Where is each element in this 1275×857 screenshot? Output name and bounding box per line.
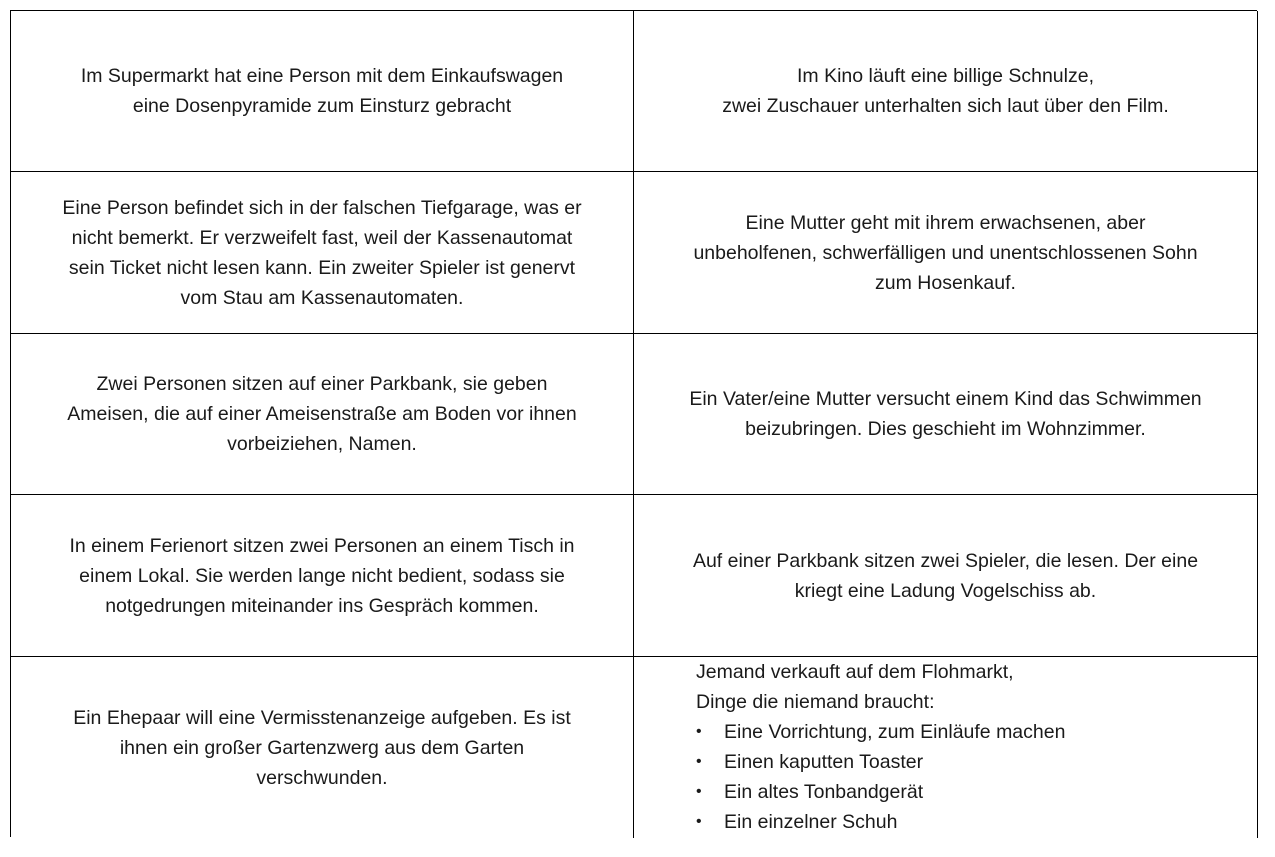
card-text: Eine Person befindet sich in der falschen Tiefgarage, was er nicht bemerkt. Er verzweifelt fast, weil der Kassenautomat sein Ticket nicht lesen kann. Ein zweiter Spieler ist genervt vom Stau am Kassenautomaten. (62, 196, 582, 309)
list-item-text: Eine Vorrichtung, zum Einläufe machen (724, 721, 1066, 743)
list-item (696, 807, 1065, 837)
bullet-icon: • (696, 783, 702, 800)
list-item (696, 747, 1065, 777)
card-text: Auf einer Parkbank sitzen zwei Spieler, die lesen. Der eine kriegt eine Ladung Vogelschiss ab. (692, 549, 1199, 602)
list-item (696, 777, 1065, 807)
card-text: In einem Ferienort sitzen zwei Personen an einem Tisch in einem Lokal. Sie werden lange nicht bedient, sodass sie notgedrungen miteinander ins Gespräch kommen. (69, 534, 575, 617)
card-text: Im Kino läuft eine billige Schnulze, zwei Zuschauer unterhalten sich laut über den Film. (722, 65, 1169, 117)
scenario-card-trouser-shopping (634, 172, 1258, 334)
scenario-card-flea-market (634, 657, 1258, 838)
scenario-card-park-bench-birds (634, 495, 1258, 657)
bullet-icon: • (696, 753, 702, 770)
scenario-card-holiday-restaurant (11, 495, 634, 657)
list-item-text: Einen kaputten Toaster (724, 751, 924, 773)
bullet-icon: • (696, 723, 702, 740)
card-text: Zwei Personen sitzen auf einer Parkbank, sie geben Ameisen, die auf einer Ameisenstraße am Boden vor ihnen vorbeiziehen, Namen. (67, 373, 577, 455)
scenario-card-ants (11, 334, 634, 495)
card-intro-text: Jemand verkauft auf dem Flohmarkt, Dinge die niemand braucht: (696, 661, 1014, 713)
scenario-cards-table (10, 10, 1257, 837)
card-text: Ein Ehepaar will eine Vermisstenanzeige aufgeben. Es ist ihnen ein großer Gartenzwerg aus dem Garten verschwunden. (73, 706, 571, 789)
bullet-icon: • (696, 813, 702, 830)
list-item (696, 717, 1065, 747)
scenario-card-garden-gnome (11, 657, 634, 838)
flea-market-content (696, 657, 1065, 837)
flea-market-list (696, 717, 1065, 837)
list-item-text: Ein altes Tonbandgerät (724, 781, 924, 803)
scenario-card-parking-garage (11, 172, 634, 334)
scenario-card-supermarket (11, 11, 634, 172)
card-text: Eine Mutter geht mit ihrem erwachsenen, aber unbeholfenen, schwerfälligen und unentschlossenen Sohn zum Hosenkauf. (693, 211, 1198, 294)
card-text: Im Supermarkt hat eine Person mit dem Einkaufswagen eine Dosenpyramide zum Einsturz gebracht (80, 65, 564, 117)
list-item-text: Ein einzelner Schuh (724, 811, 898, 833)
scenario-card-swimming (634, 334, 1258, 495)
scenario-card-cinema (634, 11, 1258, 172)
card-text: Ein Vater/eine Mutter versucht einem Kind das Schwimmen beizubringen. Dies geschieht im Wohnzimmer. (689, 388, 1202, 440)
